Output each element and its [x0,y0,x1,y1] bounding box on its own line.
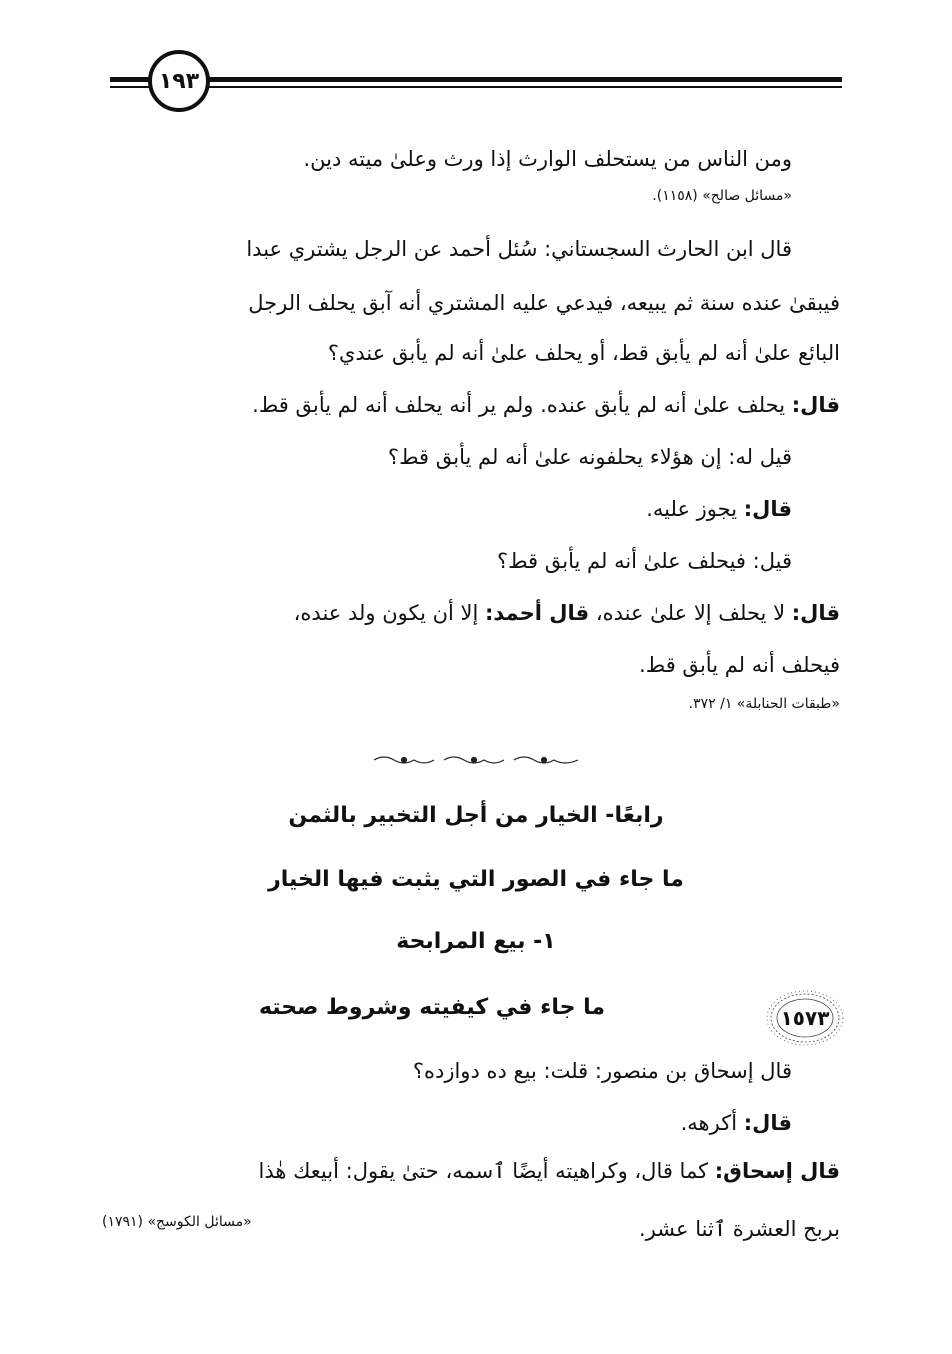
speaker-label: قال: [743,497,792,521]
text-line: قال إسحاق بن منصور: قلت: بيع ده دوازده؟ [412,1059,792,1083]
section-heading: ما جاء في كيفيته وشروط صحته [258,995,606,1020]
header-rule-thick [110,77,842,82]
text-span: يحلف علىٰ أنه لم يأبق عنده. ولم ير أنه يحلف أنه لم يأبق قط. [252,393,792,417]
entry-number-badge [766,990,844,1046]
text-span: يجوز عليه. [646,497,744,521]
text-span: لا يحلف إلا علىٰ عنده، [589,601,792,625]
text-span: إلا أن يكون ولد عنده، [293,601,486,625]
text-line [252,390,840,420]
text-line [294,598,840,628]
text-line: البائع علىٰ أنه لم يأبق قط، أو يحلف علىٰ أنه لم يأبق عندي؟ [327,341,840,365]
section-heading: رابعًا- الخيار من أجل التخبير بالثمن [288,803,664,828]
text-line: بربح العشرة ٱثنا عشر. [639,1217,840,1241]
header-rule-thin [110,86,842,88]
source-citation: «مسائل الكوسج» (١٧٩١) [102,1214,252,1230]
text-line: فيبقىٰ عنده سنة ثم يبيعه، فيدعي عليه المشتري أنه آبق يحلف الرجل [248,291,840,315]
speaker-label: قال: [743,1111,792,1135]
text-span: كما قال، وكراهيته أيضًا ٱسمه، حتىٰ يقول: أبيعك هٰذا [258,1159,715,1183]
text-line: ومن الناس من يستحلف الوارث إذا ورث وعلىٰ ميته دين. [303,147,792,171]
page-number: ١٩٣ [148,50,210,112]
text-line [681,1108,792,1138]
section-heading: ١- بيع المرابحة [396,929,556,954]
source-citation: «طبقات الحنابلة» ١/ ٣٧٢. [688,696,840,712]
text-span: أكرهه. [680,1111,744,1135]
speaker-label: قال أحمد: [485,601,590,625]
speaker-label: قال: [791,393,840,417]
speaker-label: قال إسحاق: [714,1159,840,1183]
text-line: قيل له: إن هؤلاء يحلفونه علىٰ أنه لم يأبق قط؟ [387,445,792,469]
source-citation: «مسائل صالح» (١١٥٨). [652,188,792,204]
text-line: قيل: فيحلف علىٰ أنه لم يأبق قط؟ [496,549,792,573]
text-line: فيحلف أنه لم يأبق قط. [639,653,840,677]
entry-number: ١٥٧٣ [780,1006,830,1030]
text-line [646,494,792,524]
speaker-label: قال: [791,601,840,625]
text-line [259,1156,841,1186]
text-line: قال ابن الحارث السجستاني: سُئل أحمد عن الرجل يشتري عبدا [246,237,792,261]
section-heading: ما جاء في الصور التي يثبت فيها الخيار [268,867,684,892]
ornament-divider [370,752,582,768]
page-header [110,50,842,110]
